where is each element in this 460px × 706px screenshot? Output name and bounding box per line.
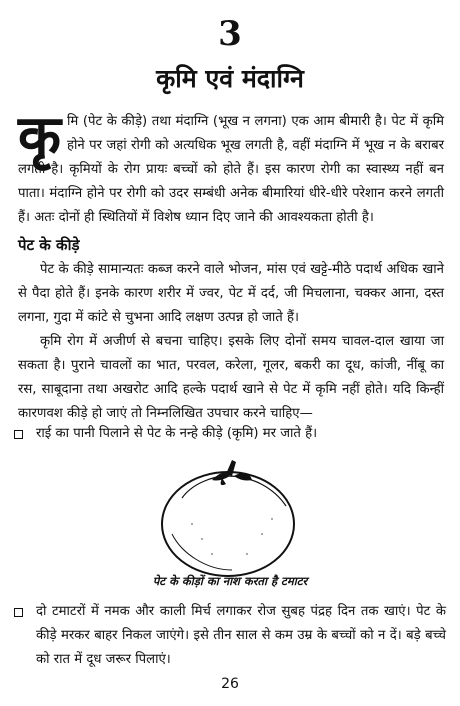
intro-paragraph <box>18 103 444 230</box>
tomato-illustration <box>152 454 304 580</box>
figure-caption: पेट के कीड़ों का नाश करता है टमाटर <box>152 574 308 588</box>
remedy-item <box>14 600 446 672</box>
drop-cap: कृ <box>18 103 62 169</box>
remedy-text: राई का पानी पिलाने से पेट के नन्हे कीड़े (कृमि) मर जाते हैं। <box>36 426 318 441</box>
page-number: 26 <box>221 676 239 692</box>
remedy-item <box>14 422 446 446</box>
chapter-number: 3 <box>218 14 242 54</box>
section-paragraph-2: कृमि रोग में अजीर्ण से बचना चाहिए। इसके लिए दोनों समय चावल-दाल खाया जा सकता है। पुराने चावलों का भात, परवल, करेला, गूलर, बकरी का दूध, कांजी, नींबू का रस, साबूदाना तथा अखरोट आदि हल्के पदार्थ खाने से पेट में कृमि नहीं होते। यदि किन्हीं कारणवश कीड़े हो जाएं तो निम्नलिखित उपचार करने चाहिए— <box>18 334 444 421</box>
square-bullet-icon <box>14 608 23 617</box>
remedy-text: दो टमाटरों में नमक और काली मिर्च लगाकर रोज सुबह पंद्रह दिन तक खाएं। पेट के कीड़े मरकर बाहर निकल जाएंगे। इसे तीन साल से कम उम्र के बच्चों को न दें। बड़े बच्चे को रात में दूध जरूर पिलाएं। <box>36 604 446 667</box>
chapter-title: कृमि एवं मंदाग्नि <box>156 64 304 93</box>
tomato-shading <box>182 476 286 506</box>
section-heading: पेट के कीड़े <box>18 236 80 254</box>
tomato-body <box>162 472 294 576</box>
section-paragraph-1: पेट के कीड़े सामान्यतः कब्ज करने वाले भोजन, मांस एवं खट्टे-मीठे पदार्थ अधिक खाने से पैदा होते हैं। इनके कारण शरीर में ज्वर, पेट में दर्द, जी मिचलाना, चक्कर आना, दस्त लगना, गुदा में कांटे से चुभना आदि लक्षण उत्पन्न हो जाते हैं। <box>18 262 444 325</box>
square-bullet-icon <box>14 430 23 439</box>
intro-text: मि (पेट के कीड़े) तथा मंदाग्नि (भूख न लगना) एक आम बीमारी है। पेट में कृमि होने पर जहां रोगी को अत्यधिक भूख लगती है, वहीं मंदाग्नि में भूख न के बराबर लगती है। कृमियों के रोग प्रायः बच्चों को होते हैं। इस कारण रोगी का स्वास्थ्य नहीं बन पाता। मंदाग्नि होने पर रोगी को उदर सम्बंधी अनेक बीमारियां धीरे-धीरे परेशान करने लगती हैं। अतः दोनों ही स्थितियों में विशेष ध्यान दिए जाने की आवश्यकता होती है। <box>18 114 444 225</box>
